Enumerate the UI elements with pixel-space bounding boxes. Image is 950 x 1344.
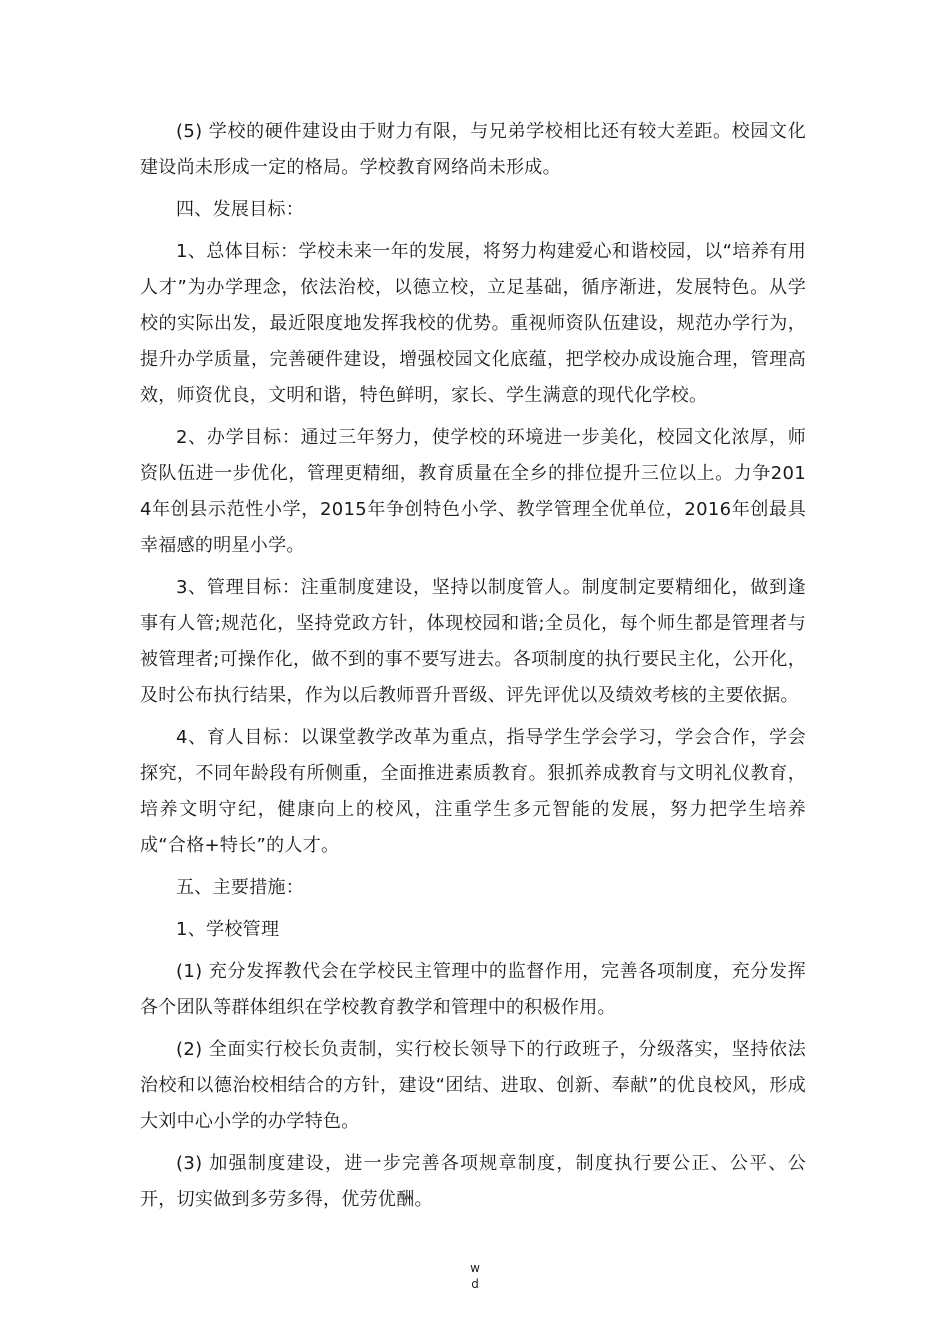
- section-heading-goals: 四、发展目标：: [176, 199, 305, 220]
- paragraph-overall-goal: 1、总体目标：学校未来一年的发展，将努力构建爱心和谐校园，以“培养有用人才”为办学理念，依法治校，以德立校，立足基础，循序渐进，发展特色。从学校的实际出发，最近限度地发挥我校的优势。重视师资队伍建设，规范办学行为，提升办学质量，完善硬件建设，增强校园文化底蕴，把学校办成设施合理，管理高效，师资优良，文明和谐，特色鲜明，家长、学生满意的现代化学校。: [140, 241, 806, 406]
- paragraph-management-goal: 3、管理目标：注重制度建设，坚持以制度管人。制度制定要精细化，做到逢事有人管;规范化，坚持党政方针，体现校园和谐;全员化，每个师生都是管理者与被管理者;可操作化，做不到的事不要写进去。各项制度的执行要民主化，公开化，及时公布执行结果，作为以后教师晋升晋级、评先评优以及绩效考核的主要依据。: [140, 577, 806, 706]
- section-heading-measures: 五、主要措施：: [176, 877, 305, 898]
- subheading-school-management: 1、学校管理: [176, 919, 280, 940]
- paragraph-school-goal: 2、办学目标：通过三年努力，使学校的环境进一步美化，校园文化浓厚，师资队伍进一步优化，管理更精细，教育质量在全乡的排位提升三位以上。力争2014年创县示范性小学，2015年争创特色小学、教学管理全优单位，2016年创最具幸福感的明星小学。: [140, 427, 806, 556]
- footer-mark-line2: d: [471, 1277, 479, 1291]
- document-body: [140, 114, 806, 1224]
- paragraph-measure-2: (2) 全面实行校长负责制，实行校长领导下的行政班子，分级落实，坚持依法治校和以德治校相结合的方针，建设“团结、进取、创新、奉献”的优良校风，形成大刘中心小学的办学特色。: [140, 1039, 806, 1132]
- paragraph-education-goal: 4、育人目标：以课堂教学改革为重点，指导学生学会学习，学会合作，学会探究，不同年龄段有所侧重，全面推进素质教育。狠抓养成教育与文明礼仪教育，培养文明守纪，健康向上的校风，注重学生多元智能的发展，努力把学生培养成“合格+特长”的人才。: [140, 727, 806, 856]
- paragraph-hardware: (5) 学校的硬件建设由于财力有限，与兄弟学校相比还有较大差距。校园文化建设尚未形成一定的格局。学校教育网络尚未形成。: [140, 121, 806, 178]
- page-footer: [0, 1260, 950, 1292]
- footer-mark-line1: w: [470, 1261, 480, 1275]
- paragraph-measure-1: (1) 充分发挥教代会在学校民主管理中的监督作用，完善各项制度，充分发挥各个团队等群体组织在学校教育教学和管理中的积极作用。: [140, 961, 806, 1018]
- paragraph-measure-3: (3) 加强制度建设，进一步完善各项规章制度，制度执行要公正、公平、公开，切实做到多劳多得，优劳优酬。: [140, 1153, 806, 1210]
